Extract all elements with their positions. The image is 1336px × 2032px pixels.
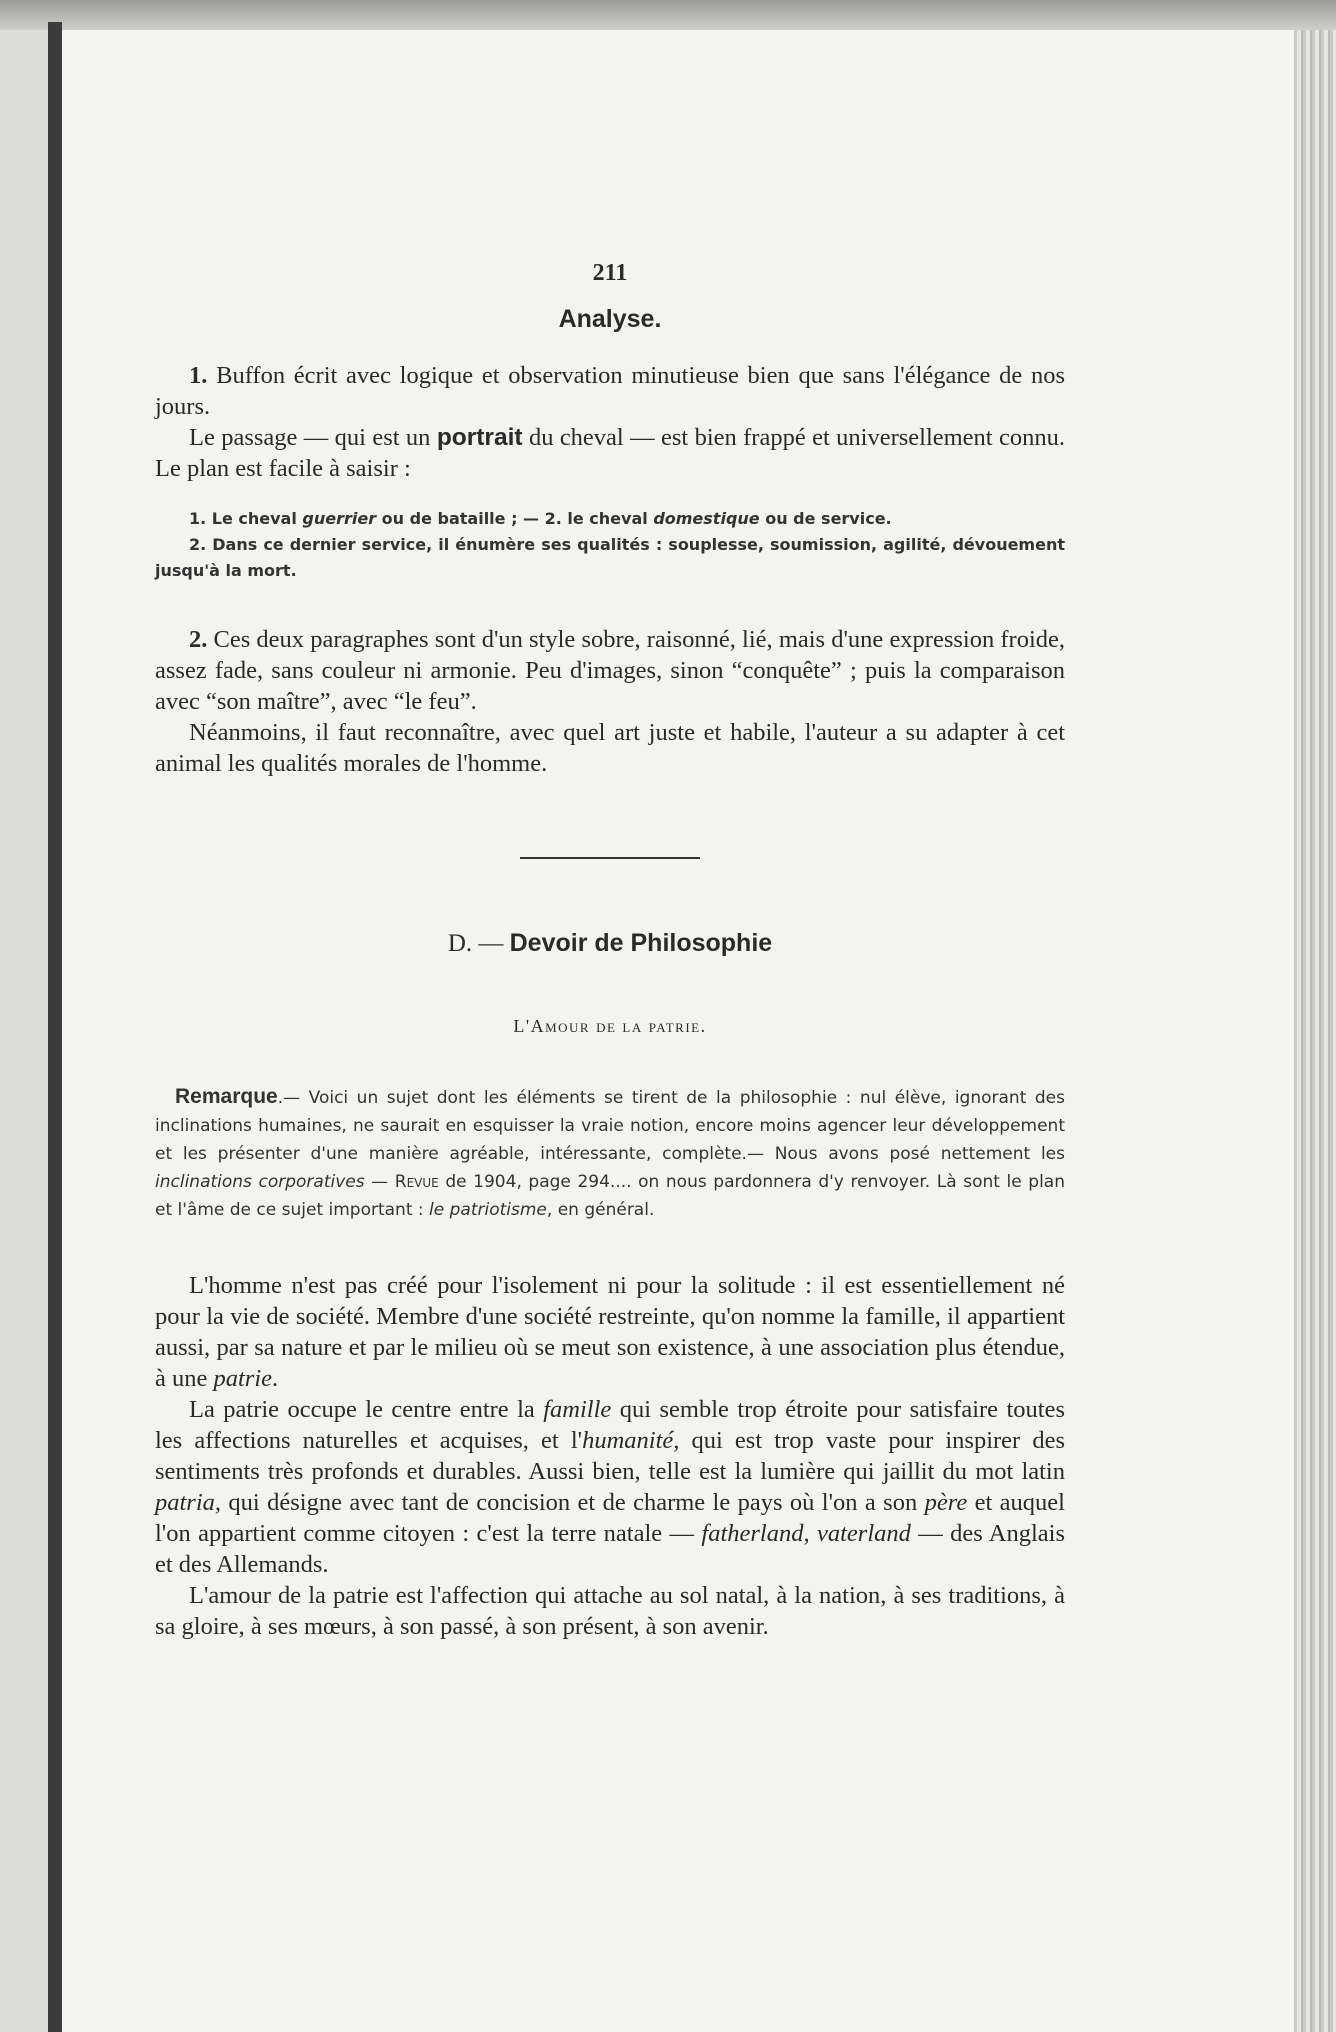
paragraph-1	[155, 360, 1065, 422]
remark-lead: Remarque	[175, 1085, 278, 1108]
scan-top-edge	[0, 0, 1336, 30]
remark-note	[155, 1083, 1065, 1224]
remark-text-4: , en général.	[546, 1200, 655, 1220]
paragraph-1-text: Buffon écrit avec logique et observation minutieuse bien que sans l'élégance de nos jours.	[155, 362, 1066, 420]
remark-text-3: de 1904, page 294.... on nous pardonnera d'y renvoyer. Là sont le plan et l'âme de ce sujet important :	[155, 1172, 1065, 1220]
paragraph-3	[155, 624, 1065, 717]
plan-item-1-b: ou de bataille ; — 2. le cheval	[376, 509, 654, 528]
remark-revue: Revue	[394, 1172, 439, 1192]
plan-item-1-italic-1: guerrier	[302, 509, 377, 528]
plan-list	[155, 506, 1065, 584]
body-2-t1: La patrie occupe le centre entre la	[189, 1396, 544, 1423]
body-1-text: L'homme n'est pas créé pour l'isolement ni pour la solitude : il est essentiellement né pour la vie de société. Membre d'une société restreinte, qu'on nomme la famille, il appartient aussi, par sa nature et par le milieu où se meut son existence, à une association plus étendue, à une	[155, 1272, 1065, 1392]
paragraph-3-text: Ces deux paragraphes sont d'un style sobre, raisonné, lié, mais d'une expression froide, assez fade, sans couleur ni armonie. Peu d'images, sinon “conquête” ; puis la comparaison avec “son maître”, avec “le feu”.	[155, 626, 1065, 715]
body-paragraph-1	[155, 1270, 1065, 1394]
body-2-t3: qui est trop vaste pour inspirer des sentiments très profonds et durables. Aussi bien, telle est la lumière qui jaillit du mot latin	[155, 1427, 1065, 1485]
body-2-t5: et auquel l'on appartient comme citoyen : c'est la terre natale —	[155, 1489, 1065, 1547]
section-divider	[520, 857, 700, 859]
paragraph-1-number: 1.	[189, 362, 208, 389]
section-prefix: D. —	[447, 930, 504, 957]
remark-italic-2: le patriotisme	[429, 1200, 547, 1220]
section-title	[155, 929, 1065, 958]
section-title-text: Devoir de Philosophie	[509, 929, 773, 957]
paragraph-3-number: 2.	[189, 626, 208, 653]
body-2-i4: père	[924, 1489, 968, 1516]
body-1-italic: patrie	[213, 1365, 273, 1392]
plan-item-1-italic-2: domestique	[653, 509, 760, 528]
paragraph-2-text-b: du cheval — est bien frappé et universellement connu. Le plan est facile à saisir :	[155, 424, 1065, 482]
paragraph-2	[155, 422, 1065, 484]
remark-italic-1: inclinations corporatives	[155, 1172, 365, 1192]
body-2-i3: patria,	[155, 1489, 222, 1516]
body-paragraph-2	[155, 1394, 1065, 1580]
body-2-i1: famille	[543, 1396, 612, 1423]
plan-item-1-c: ou de service.	[759, 509, 892, 528]
page-number: 211	[592, 260, 628, 286]
plan-item-1	[155, 506, 1065, 532]
paragraph-4: Néanmoins, il faut reconnaître, avec quel art juste et habile, l'auteur a su adapter à cet animal les qualités morales de l'homme.	[155, 719, 1065, 777]
body-1-end: .	[272, 1365, 279, 1392]
book-spine-shadow	[48, 22, 62, 2032]
remark-text-2: —	[364, 1172, 395, 1192]
remark-text-1: .— Voici un sujet dont les éléments se tirent de la philosophie : nul élève, ignorant des inclinations humaines, ne saurait en esquisser la vraie notion, encore moins agencer leur développement et les présenter d'une manière agréable, intéressante, complète.— Nous avons posé nettement les	[155, 1088, 1065, 1164]
body-2-i2: humanité,	[582, 1427, 680, 1454]
body-paragraph-3: L'amour de la patrie est l'affection qui attache au sol natal, à la nation, à ses traditions, à sa gloire, à ses mœurs, à son passé, à son présent, à son avenir.	[155, 1582, 1065, 1640]
plan-item-2: 2. Dans ce dernier service, il énumère ses qualités : souplesse, soumission, agilité, dévouement jusqu'à la mort.	[155, 535, 1065, 580]
analysis-heading: Analyse.	[558, 305, 662, 333]
paragraph-2-text-a: Le passage — qui est un	[189, 424, 437, 451]
subject-title: L'Amour de la patrie.	[513, 1016, 707, 1036]
body-2-t4: qui désigne avec tant de concision et de charme le pays où l'on a son	[221, 1489, 925, 1516]
page-stack-edge	[1294, 30, 1336, 2032]
page-content	[155, 250, 1065, 1642]
plan-item-1-a: 1. Le cheval	[189, 509, 303, 528]
body-2-t2: qui semble trop étroite pour satisfaire toutes les affections naturelles et acquises, et l'	[155, 1396, 1065, 1454]
paragraph-2-bold: portrait	[436, 424, 523, 451]
body-2-i5: fatherland, vaterland	[701, 1520, 911, 1547]
body-2-t6: — des Anglais et des Allemands.	[155, 1520, 1065, 1578]
